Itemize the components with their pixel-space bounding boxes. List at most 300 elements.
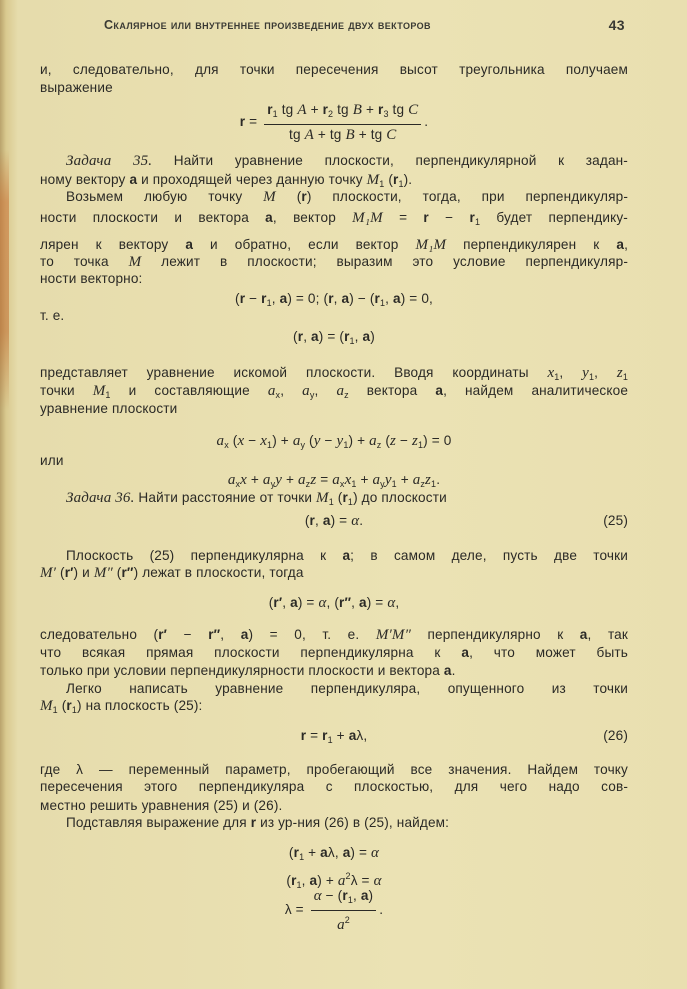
- math-sub: 1: [299, 852, 305, 862]
- math-sub: y: [380, 479, 385, 489]
- math-sub: z: [344, 390, 349, 400]
- math-b: r: [344, 329, 350, 344]
- math-b: a: [348, 728, 357, 743]
- math-i: Задача 36.: [66, 490, 135, 506]
- text-run: .: [379, 902, 384, 918]
- math-i: a: [216, 433, 225, 449]
- text-run: +: [356, 472, 373, 487]
- text-run: , найдем аналитическое: [443, 383, 628, 398]
- text-line: [40, 209, 628, 227]
- text-line: [40, 662, 628, 680]
- math-b: a: [311, 329, 319, 344]
- math-b: r′: [64, 565, 74, 580]
- math-b: r″: [208, 627, 221, 642]
- text-run: местно решить уравнения (25) и (26).: [40, 798, 283, 813]
- text-run: ,: [301, 873, 310, 888]
- equation: [40, 101, 628, 144]
- math-b: a: [185, 237, 194, 252]
- text-run: ) и: [73, 565, 94, 580]
- math-i: a: [292, 433, 301, 449]
- text-run: (: [57, 698, 67, 713]
- math-i: M: [128, 254, 142, 270]
- text-run: и, следовательно, для точки пересечения высот треугольника получаем: [40, 62, 628, 77]
- text-run: (: [112, 565, 122, 580]
- math-b: a: [341, 291, 350, 306]
- text-run: точки: [40, 383, 93, 398]
- text-run: Легко написать уравнение перпендикуляра, опущенного из точки: [66, 681, 628, 696]
- text-line: [40, 253, 628, 271]
- text-run: ,: [559, 365, 583, 380]
- math-b: r: [423, 210, 429, 225]
- text-run: (: [288, 845, 294, 860]
- text-run: ,: [354, 329, 363, 344]
- math-b: a: [362, 329, 371, 344]
- numerator: [264, 101, 421, 125]
- denominator: [337, 911, 350, 934]
- math-b: a: [265, 210, 273, 225]
- text-run: , (: [326, 595, 340, 610]
- text-run: ) = 0, т. е.: [248, 627, 376, 642]
- text-run: (: [286, 873, 292, 888]
- text-line: [66, 547, 628, 565]
- text-run: ,: [314, 383, 337, 398]
- math-i: z: [411, 433, 418, 449]
- math-i: M: [263, 189, 276, 205]
- text-run: будет перпендику-: [480, 210, 628, 225]
- text-run: ,: [351, 595, 359, 610]
- math-sub: 1: [622, 372, 628, 382]
- text-run: Плоскость (25) перпендикулярна к: [66, 548, 343, 563]
- math-i: a: [372, 472, 381, 488]
- math-i: α: [387, 595, 396, 611]
- text-line: [66, 152, 628, 170]
- math-sub: 1: [272, 109, 278, 119]
- text-run: и проходящей через данную точку: [137, 172, 367, 187]
- math-i: B: [345, 127, 355, 143]
- text-run: (: [293, 329, 298, 344]
- text-run: ности векторно:: [40, 271, 143, 286]
- text-run: ) = 0,: [400, 291, 433, 306]
- text-run: ,: [395, 595, 400, 610]
- math-i: z: [616, 365, 623, 381]
- math-sup: 2: [344, 915, 350, 925]
- math-b: r″: [121, 565, 134, 580]
- text-run: (: [305, 433, 314, 448]
- text-run: λ =: [284, 902, 308, 918]
- text-run: +: [304, 845, 321, 860]
- text-run: λ,: [356, 728, 368, 743]
- math-b: a: [309, 873, 318, 888]
- math-i: a: [369, 433, 377, 449]
- math-sub: 1: [343, 440, 349, 450]
- text-run: ) до плоскости: [353, 490, 447, 505]
- text-run: −: [320, 433, 337, 448]
- math-sub: 1: [588, 372, 595, 382]
- math-i: x: [344, 472, 352, 488]
- text-run: tg: [277, 102, 298, 117]
- math-b: a: [279, 291, 288, 306]
- math-b: r: [250, 815, 257, 830]
- math-b: r′: [158, 627, 168, 642]
- text-run: ) =: [350, 845, 372, 860]
- text-run: где λ — переменный параметр, пробегающий все значения. Найдем точку: [40, 762, 628, 777]
- text-run: , что может быть: [469, 645, 628, 660]
- text-line: [40, 364, 628, 382]
- text-run: ).: [403, 172, 413, 187]
- text-line: [40, 797, 628, 815]
- math-sup: 2: [345, 871, 351, 881]
- text-run: −: [244, 433, 261, 448]
- math-i: z: [310, 472, 317, 488]
- fraction: [264, 101, 421, 144]
- text-run: +: [246, 472, 263, 487]
- text-run: +: [282, 472, 298, 487]
- text-run: +: [332, 728, 349, 743]
- running-header: [104, 18, 625, 32]
- math-b: r: [300, 728, 307, 743]
- math-b: a: [443, 663, 452, 678]
- math-i: a: [298, 472, 306, 488]
- math-i: a: [267, 383, 276, 399]
- text-run: (: [275, 189, 302, 204]
- math-sub: y: [300, 440, 306, 450]
- text-run: ности плоскости и вектора: [40, 210, 266, 225]
- math-i: B: [352, 102, 363, 118]
- text-line: [66, 814, 628, 832]
- text-line: [40, 79, 628, 97]
- text-run: tg: [289, 127, 305, 142]
- math-i: α: [373, 873, 382, 889]
- text-run: ,: [282, 595, 291, 610]
- math-sub: 1: [105, 390, 111, 400]
- text-run: ) =: [366, 595, 388, 610]
- text-run: представляет уравнение искомой плоскости. Вводя координаты: [40, 365, 548, 380]
- header-title: Скалярное или внутреннее произведение двух векторов: [104, 18, 431, 32]
- math-b: r: [328, 291, 334, 306]
- text-run: ) =: [297, 595, 319, 610]
- text-run: +: [362, 102, 378, 117]
- text-run: ,: [624, 237, 628, 252]
- math-i: α: [371, 845, 380, 861]
- text-run: .: [359, 513, 364, 528]
- text-run: + tg: [354, 127, 387, 142]
- vector-symbol: M₁M: [352, 210, 383, 226]
- math-sub: y: [270, 479, 276, 489]
- math-sub: 1: [327, 735, 333, 745]
- text-line: [40, 697, 628, 719]
- text-line: [40, 778, 628, 796]
- text-run: tg: [333, 102, 353, 117]
- math-sub: 1: [554, 372, 560, 382]
- math-i: M″: [93, 565, 113, 581]
- math-sub: 1: [347, 895, 353, 905]
- math-b: a: [342, 845, 351, 860]
- text-line: [40, 564, 628, 582]
- text-run: =: [382, 210, 424, 225]
- math-i: a: [337, 917, 345, 933]
- text-run: ,: [352, 888, 361, 903]
- math-i: a: [412, 472, 421, 488]
- text-run: =: [306, 728, 323, 743]
- text-run: уравнение плоскости: [40, 401, 178, 416]
- math-b: r: [267, 102, 273, 117]
- equation: [40, 512, 628, 530]
- math-i: y: [336, 433, 344, 449]
- text-line: [40, 400, 628, 418]
- page-edge-stain: [0, 150, 9, 410]
- math-i: α: [351, 513, 360, 529]
- text-run: +: [306, 102, 323, 117]
- math-sub: 2: [328, 109, 334, 119]
- equation: [40, 328, 628, 350]
- math-sub: 1: [379, 298, 386, 308]
- text-run: ) =: [330, 513, 352, 528]
- text-run: ному вектору: [40, 172, 130, 187]
- text-run: ,: [220, 627, 241, 642]
- math-b: r: [322, 102, 329, 117]
- text-run: и обратно, если вектор: [193, 237, 416, 252]
- text-run: −: [396, 433, 412, 448]
- math-sub: 1: [474, 217, 481, 227]
- text-run: =: [245, 114, 262, 130]
- text-run: ) = (: [318, 329, 345, 344]
- math-i: a: [227, 472, 236, 488]
- text-run: лярен к вектору: [40, 237, 186, 252]
- text-run: ) = 0: [423, 433, 452, 448]
- math-b: a: [579, 627, 588, 642]
- math-sub: 1: [398, 179, 404, 189]
- text-run: ) +: [272, 433, 293, 448]
- text-line: [40, 307, 628, 325]
- text-run: вектора: [348, 383, 436, 398]
- math-b: r″: [339, 595, 352, 610]
- math-i: y: [313, 433, 321, 449]
- text-run: Возьмем любую точку: [66, 189, 264, 204]
- math-b: r: [309, 513, 315, 528]
- math-i: a: [332, 472, 340, 488]
- text-line: [40, 61, 628, 79]
- math-i: A: [304, 127, 314, 143]
- math-b: r: [342, 490, 348, 505]
- text-line: [40, 644, 628, 662]
- text-run: +: [396, 472, 413, 487]
- math-i: a: [336, 383, 345, 399]
- math-sub: z: [376, 440, 382, 450]
- text-run: (: [304, 513, 310, 528]
- math-sub: 1: [349, 336, 355, 346]
- text-run: лежит в плоскости; выразим это условие перпендикуляр-: [141, 254, 628, 269]
- text-run: .: [451, 663, 456, 678]
- math-i: C: [408, 102, 419, 118]
- text-run: λ =: [350, 873, 374, 888]
- math-b: a: [616, 237, 625, 252]
- math-b: a: [342, 548, 351, 563]
- text-run: ,: [271, 291, 280, 306]
- math-i: y: [582, 365, 589, 381]
- math-i: y: [275, 472, 283, 488]
- text-run: выражение: [40, 80, 113, 95]
- math-i: M: [366, 172, 380, 188]
- math-i: C: [386, 127, 397, 143]
- math-i: x: [260, 433, 268, 449]
- math-sub: 1: [267, 440, 273, 450]
- math-i: A: [297, 102, 307, 118]
- equation: [40, 844, 628, 866]
- text-run: Найти уравнение плоскости, перпендикулярной к задан-: [152, 153, 628, 168]
- text-run: ,: [303, 329, 312, 344]
- math-b: r: [261, 291, 267, 306]
- math-b: r: [239, 114, 246, 130]
- math-b: r: [291, 873, 297, 888]
- text-run: (: [228, 433, 238, 448]
- vector-symbol: M′M″: [375, 627, 411, 643]
- numerator: [311, 887, 377, 911]
- text-run: перпендикулярно к: [410, 627, 580, 642]
- math-i: a: [262, 472, 271, 488]
- math-b: r: [66, 698, 72, 713]
- math-sub: 1: [347, 497, 354, 507]
- text-run: tg: [388, 102, 409, 117]
- text-run: −: [428, 210, 470, 225]
- text-run: ; в самом деле, пусть две точки: [350, 548, 628, 563]
- text-run: ) плоскости, тогда, при перпендикуляр-: [306, 189, 628, 204]
- text-run: .: [436, 472, 441, 487]
- text-run: ,: [385, 291, 393, 306]
- text-line: [66, 489, 628, 511]
- math-i: α: [318, 595, 327, 611]
- math-b: a: [320, 845, 328, 860]
- math-b: r: [293, 845, 300, 860]
- math-b: r: [297, 329, 304, 344]
- text-line: [40, 626, 628, 644]
- math-i: z: [425, 472, 432, 488]
- math-b: a: [461, 645, 470, 660]
- math-i: M: [316, 490, 329, 506]
- math-b: r: [377, 102, 384, 117]
- math-b: a: [240, 627, 249, 642]
- math-b: a: [129, 172, 138, 187]
- text-line: [40, 452, 628, 470]
- math-sub: 1: [266, 298, 272, 308]
- text-run: т. е.: [40, 308, 65, 323]
- text-run: (: [333, 490, 343, 505]
- math-i: a: [302, 383, 310, 399]
- math-sub: x: [235, 479, 241, 489]
- text-line: [66, 188, 628, 206]
- text-run: + tg: [313, 127, 346, 142]
- math-sub: 3: [383, 109, 389, 119]
- denominator: [289, 125, 396, 144]
- fraction: [311, 887, 377, 934]
- text-run: ,: [280, 383, 303, 398]
- text-line: [40, 761, 628, 779]
- text-run: ,: [314, 513, 323, 528]
- text-run: (: [235, 291, 240, 306]
- math-sub: x: [275, 390, 281, 400]
- math-b: r: [342, 888, 348, 903]
- text-run: ) лежат в плоскости, тогда: [133, 565, 304, 580]
- math-i: y: [384, 472, 392, 488]
- text-run: (: [56, 565, 65, 580]
- math-sub: y: [309, 390, 315, 400]
- text-run: −: [245, 291, 262, 306]
- text-run: λ,: [327, 845, 343, 860]
- math-i: z: [390, 433, 397, 449]
- math-i: α: [313, 888, 322, 904]
- text-run: ,: [333, 291, 342, 306]
- text-run: ): [368, 888, 374, 903]
- text-run: пересечения этого перпендикуляра с плоскостью, для чего надо сов-: [40, 779, 628, 794]
- equation-lhs: [285, 902, 308, 917]
- math-i: Задача 35.: [66, 153, 153, 169]
- math-sub: 1: [296, 880, 302, 890]
- math-sub: z: [305, 479, 311, 489]
- page-number: 43: [608, 17, 625, 33]
- math-b: a: [392, 291, 401, 306]
- text-run: ,: [594, 365, 617, 380]
- equation: [40, 432, 628, 454]
- math-sub: 1: [391, 479, 397, 489]
- text-run: то точка: [40, 254, 129, 269]
- math-i: x: [240, 472, 247, 488]
- equation-end: [424, 114, 428, 129]
- text-run: −: [167, 627, 209, 642]
- math-sub: 1: [417, 440, 424, 450]
- math-sub: 1: [431, 479, 437, 489]
- text-run: (: [268, 595, 274, 610]
- equation: [40, 887, 628, 934]
- math-i: M: [40, 698, 53, 714]
- math-sub: 1: [71, 705, 78, 715]
- math-b: r: [469, 210, 475, 225]
- text-run: и составляющие: [110, 383, 268, 398]
- text-run: следовательно (: [40, 627, 159, 642]
- math-i: M′: [40, 565, 57, 581]
- math-b: a: [358, 595, 367, 610]
- math-b: r: [374, 291, 380, 306]
- text-line: [40, 382, 628, 400]
- text-run: =: [316, 472, 333, 487]
- math-i: x: [237, 433, 245, 449]
- text-run: .: [424, 114, 429, 130]
- math-b: r: [301, 189, 307, 204]
- math-b: r′: [273, 595, 283, 610]
- text-line: [66, 680, 628, 698]
- math-i: a: [337, 873, 346, 889]
- text-run: , так: [587, 627, 628, 642]
- math-i: x: [547, 365, 555, 381]
- text-run: ) +: [317, 873, 338, 888]
- math-b: a: [360, 888, 369, 903]
- text-run: ) +: [348, 433, 370, 448]
- text-run: что всякая прямая плоскости перпендикулярна к: [40, 645, 462, 660]
- text-line: [40, 236, 628, 254]
- equation: [40, 727, 628, 749]
- math-sub: z: [420, 479, 426, 489]
- text-run: ): [370, 329, 375, 344]
- math-b: r: [239, 291, 246, 306]
- text-run: (: [381, 433, 391, 448]
- math-i: M: [92, 383, 106, 399]
- text-run: , вектор: [272, 210, 353, 225]
- text-run: ) − (: [349, 291, 375, 306]
- math-sub: 1: [328, 497, 334, 507]
- vector-symbol: M₁M: [415, 237, 447, 253]
- math-sub: 1: [52, 705, 58, 715]
- math-sub: 1: [351, 479, 357, 489]
- math-b: r: [322, 728, 328, 743]
- text-run: перпендикулярен к: [446, 237, 617, 252]
